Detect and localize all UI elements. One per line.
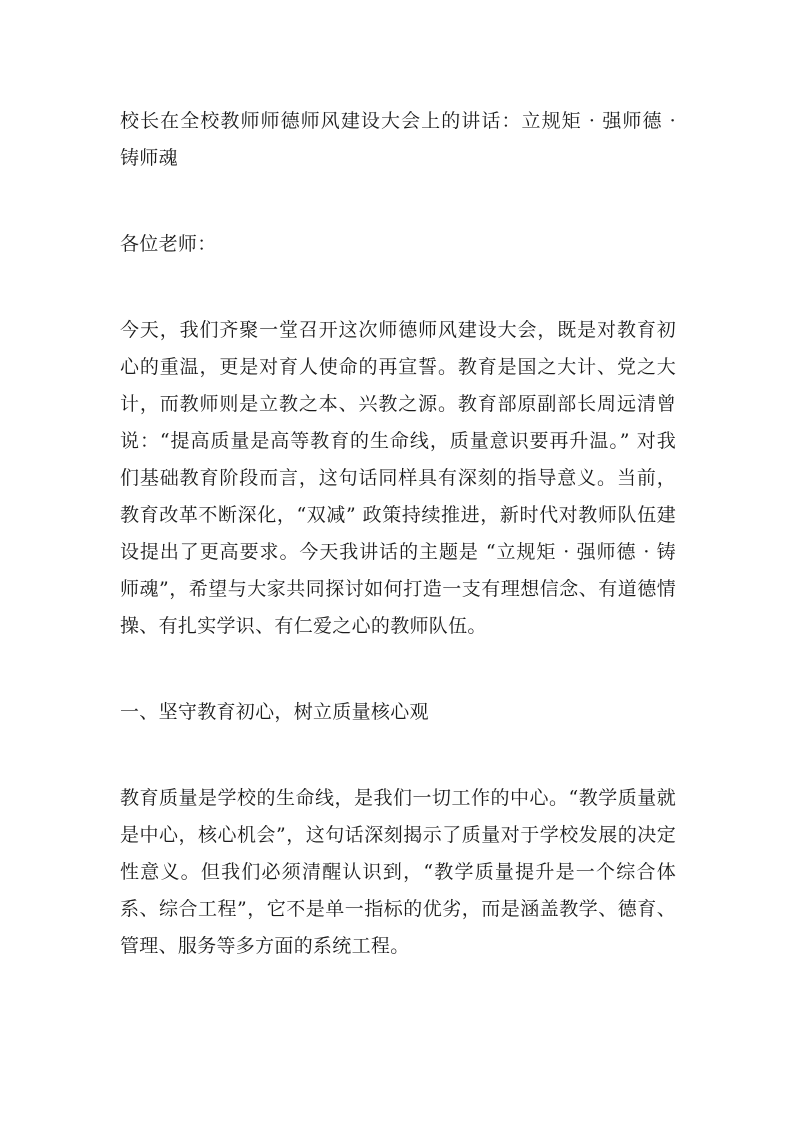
spacer [120, 645, 676, 694]
spacer [120, 177, 676, 226]
spacer [120, 731, 676, 780]
salutation: 各位老师： [120, 233, 217, 255]
document-title: 校长在全校教师师德师风建设大会上的讲话：立规矩 · 强师德 · 铸师魂 [120, 110, 676, 169]
section-paragraph: 教育质量是学校的生命线，是我们一切工作的中心。“教学质量就是中心，核心机会”，这句话深刻揭示了质量对于学校发展的决定性意义。但我们必须清醒认识到，“教学质量提升是一个综合体系、综合工程”，它不是单一指标的优劣，而是涵盖教学、德育、管理、服务等多方面的系统工程。 [120, 787, 676, 957]
spacer [120, 263, 676, 312]
intro-paragraph: 今天，我们齐聚一堂召开这次师德师风建设大会，既是对教育初心的重温，更是对育人使命的再宣誓。教育是国之大计、党之大计，而教师则是立教之本、兴教之源。教育部原副部长周远清曾说：“提高质量是高等教育的生命线，质量意识要再升温。” 对我们基础教育阶段而言，这句话同样具有深刻的指导意义。当前，教育改革不断深化，“双减” 政策持续推进，新时代对教师队伍建设提出了更高要求。今天我讲话的主题是 “立规矩 · 强师德 · 铸师魂”，希望与大家共同探讨如何打造一支有理想信念、有道德情操、有扎实学识、有仁爱之心的教师队伍。 [120, 319, 676, 637]
document-page [120, 103, 676, 965]
section-heading: 一、坚守教育初心，树立质量核心观 [120, 701, 429, 723]
